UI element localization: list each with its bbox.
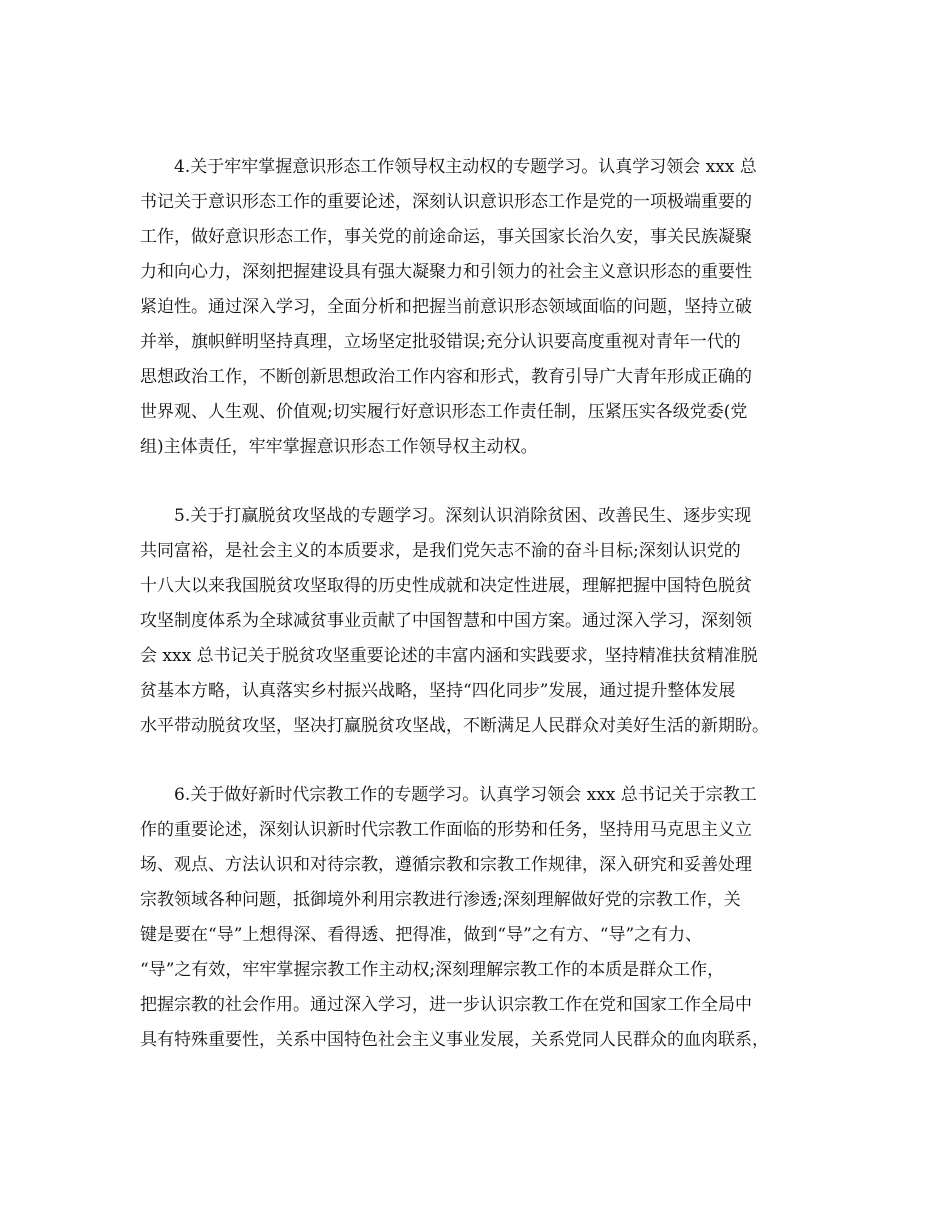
text-line: 思想政治工作，不断创新思想政治工作内容和形式，教育引导广大青年形成正确的 [140, 367, 752, 387]
paragraph-ideology [140, 150, 830, 465]
text-line: 组)主体责任，牢牢掌握意识形态工作领导权主动权。 [140, 437, 538, 457]
text-line: 作的重要论述，深刻认识新时代宗教工作面临的形势和任务，坚持用马克思主义立 [140, 820, 752, 840]
text-line: 键是要在“导”上想得深、看得透、把得准，做到“导”之有方、“导”之有力、 [140, 925, 703, 945]
text-line: 共同富裕，是社会主义的本质要求，是我们党矢志不渝的奋斗目标;深刻认识党的 [140, 541, 741, 561]
text-line: 会 xxx 总书记关于脱贫攻坚重要论述的丰富内涵和实践要求，坚持精准扶贫精准脱 [140, 646, 758, 666]
text-line: 水平带动脱贫攻坚，坚决打赢脱贫攻坚战，不断满足人民群众对美好生活的新期盼。 [140, 716, 769, 736]
text-line: 4.关于牢牢掌握意识形态工作领导权主动权的专题学习。认真学习领会 xxx 总 [174, 157, 757, 177]
text-line: 十八大以来我国脱贫攻坚取得的历史性成就和决定性进展，理解把握中国特色脱贫 [140, 576, 752, 596]
text-line: 6.关于做好新时代宗教工作的专题学习。认真学习领会 xxx 总书记关于宗教工 [174, 785, 757, 805]
text-line: 贫基本方略，认真落实乡村振兴战略，坚持“四化同步”发展，通过提升整体发展 [140, 681, 736, 701]
text-line: 把握宗教的社会作用。通过深入学习，进一步认识宗教工作在党和国家工作全局中 [140, 995, 752, 1015]
text-line: “导”之有效，牢牢掌握宗教工作主动权;深刻理解宗教工作的本质是群众工作， [140, 960, 725, 980]
text-line: 力和向心力，深刻把握建设具有强大凝聚力和引领力的社会主义意识形态的重要性 [140, 262, 752, 282]
text-line: 书记关于意识形态工作的重要论述，深刻认识意识形态工作是党的一项极端重要的 [140, 192, 752, 212]
text-line: 5.关于打赢脱贫攻坚战的专题学习。深刻认识消除贫困、改善民生、逐步实现 [174, 506, 752, 526]
text-line: 攻坚制度体系为全球减贫事业贡献了中国智慧和中国方案。通过深入学习，深刻领 [140, 611, 752, 631]
text-line: 场、观点、方法认识和对待宗教，遵循宗教和宗教工作规律，深入研究和妥善处理 [140, 855, 752, 875]
text-line: 工作，做好意识形态工作，事关党的前途命运，事关国家长治久安，事关民族凝聚 [140, 227, 752, 247]
paragraph-poverty [140, 499, 830, 744]
text-line: 宗教领域各种问题，抵御境外利用宗教进行渗透;深刻理解做好党的宗教工作，关 [140, 890, 741, 910]
document-page [140, 150, 830, 1092]
text-line: 并举，旗帜鲜明坚持真理，立场坚定批驳错误;充分认识要高度重视对青年一代的 [140, 332, 741, 352]
text-line: 紧迫性。通过深入学习，全面分析和把握当前意识形态领域面临的问题，坚持立破 [140, 297, 752, 317]
text-line: 具有特殊重要性，关系中国特色社会主义事业发展，关系党同人民群众的血肉联系， [140, 1030, 769, 1050]
paragraph-religion [140, 778, 830, 1058]
text-line: 世界观、人生观、价值观;切实履行好意识形态工作责任制，压紧压实各级党委(党 [140, 402, 748, 422]
